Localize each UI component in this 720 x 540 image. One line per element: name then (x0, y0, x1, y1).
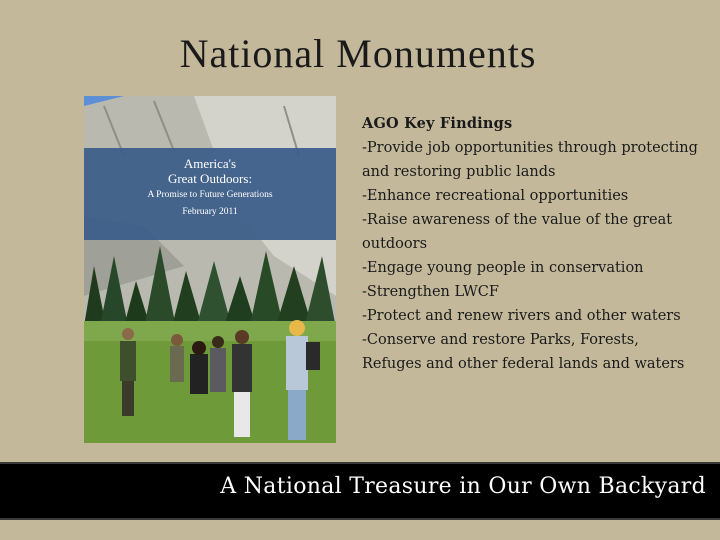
finding-item: -Raise awareness of the value of the great outdoors (362, 212, 673, 252)
slide-title: National Monuments (179, 31, 537, 76)
report-cover-line4: February 2011 (182, 207, 238, 217)
report-cover-banner (84, 156, 336, 218)
key-findings-list (362, 112, 702, 376)
finding-item: -Enhance recreational opportunities (362, 188, 629, 204)
finding-item: -Provide job opportunities through protecting and restoring public lands (362, 140, 698, 180)
finding-item: -Strengthen LWCF (362, 284, 499, 300)
report-cover-image (84, 96, 336, 443)
findings-heading: AGO Key Findings (362, 115, 513, 132)
finding-item: -Conserve and restore Parks, Forests, Refuges and other federal lands and waters (362, 332, 685, 372)
report-cover-line3: A Promise to Future Generations (147, 190, 273, 200)
footer-tagline: A National Treasure in Our Own Backyard (220, 474, 706, 499)
report-cover-line1: America's (183, 156, 237, 171)
yosemite-photo (84, 96, 336, 443)
finding-item: -Engage young people in conservation (362, 260, 644, 276)
footer-bar (0, 462, 720, 520)
report-cover-line2: Great Outdoors: (167, 171, 253, 186)
finding-item: -Protect and renew rivers and other waters (362, 308, 681, 324)
